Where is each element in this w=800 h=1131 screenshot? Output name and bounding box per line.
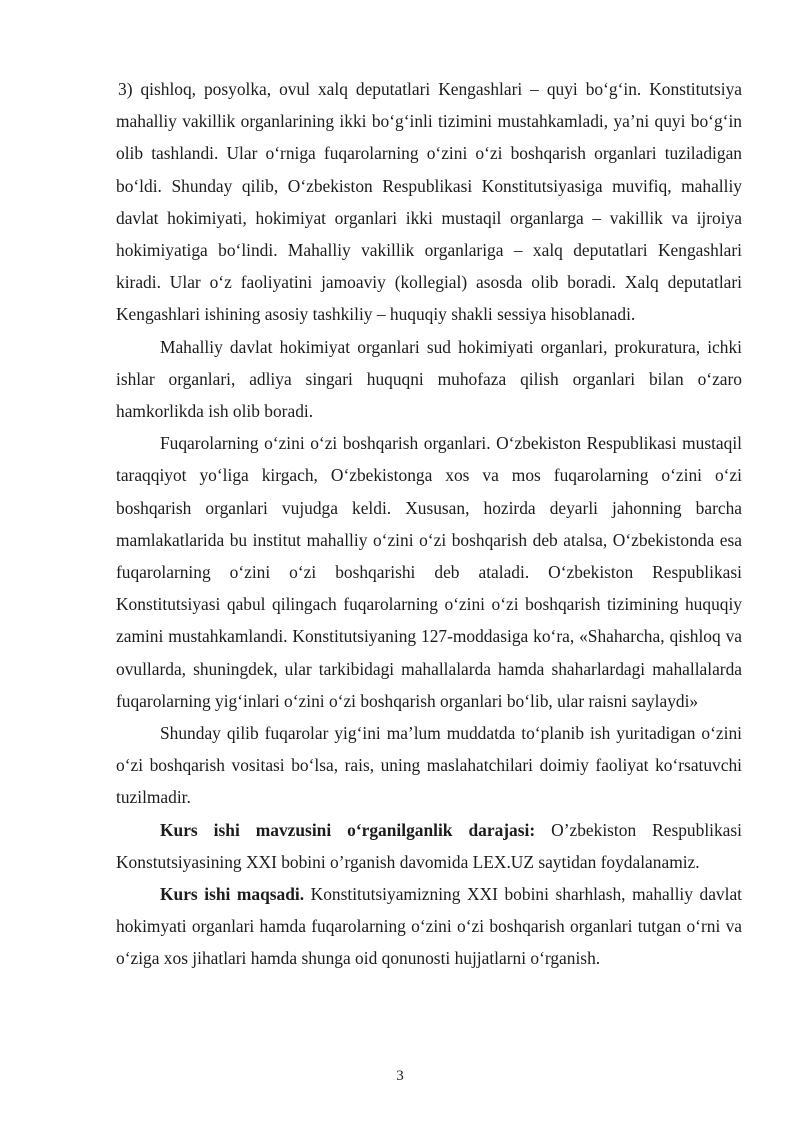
paragraph-organilganlik-text: O’zbekiston Respublikasi Konstutsiyasining XXI bobini o’rganish davomida LEX.UZ saytidan foydalanamiz. (116, 819, 743, 872)
paragraph-quyi-bogin: 3) qishloq, posyolka, ovul xalq deputatlari Kengashlari – quyi bo‘g‘in. Konstitutsiya mahalliy vakillik organlarining ikki bo‘g‘inli tizimini mustahkamladi, ya’ni quyi bo‘g‘in olib tashlandi. Ular o‘rniga fuqarolarning o‘zini o‘zi boshqarish organlari tuziladigan bo‘ldi. Shunday qilib, O‘zbekiston Respublikasi Konstitutsiyasiga muvifiq, mahalliy davlat hokimiyati, hokimiyat organlari ikki mustaqil organlarga – vakillik va ijroiya hokimiyatiga bo‘lindi. Mahalliy vakillik organlariga – xalq deputatlari Kengashlari kiradi. Ular o‘z faoliyatini jamoaviy (kollegial) asosda olib boradi. Xalq deputatlari Kengashlari ishining asosiy tashkiliy – huquqiy shakli sessiya hisoblanadi. (116, 79, 742, 325)
paragraph-fuqarolar-yigini: Shunday qilib fuqarolar yig‘ini ma’lum muddatda to‘planib ish yuritadigan o‘zini o‘zi boshqarish vositasi bo‘lsa, rais, uning maslahatchilari doimiy faoliyat ko‘rsatuvchi tuzilmadir. (116, 723, 742, 808)
bold-heading-maqsad: Kurs ishi maqsadi. (160, 884, 305, 905)
paragraph-maqsad (116, 878, 742, 975)
paragraph-organilganlik-darajasi (116, 814, 742, 878)
paragraph-maqsad-text: Konstitutsiyamizning XXI bobini sharhlash, mahalliy davlat hokimyati organlari hamda fuqarolarning o‘zini o‘zi boshqarish organlari tutgan o‘rni va o‘ziga xos jihatlari hamda shunga oid qonunosti hujjatlarni o‘rganish. (116, 884, 743, 969)
page-number: 3 (396, 1068, 404, 1084)
body-text (116, 73, 742, 975)
paragraph-fuqarolar-organlari: Fuqarolarning o‘zini o‘zi boshqarish organlari. O‘zbekiston Respublikasi mustaqil taraqqiyot yo‘liga kirgach, O‘zbekistonga xos va mos fuqarolarning o‘zini o‘zi boshqarish organlari vujudga keldi. Xususan, hozirda deyarli jahonning barcha mamlakatlarida bu institut mahalliy o‘zini o‘zi boshqarish deb atalsa, O‘zbekistonda esa fuqarolarning o‘zini o‘zi boshqarishi deb ataladi. O‘zbekiston Respublikasi Konstitutsiyasi qabul qilingach fuqarolarning o‘zini o‘zi boshqarish tizimining huquqiy zamini mustahkamlandi. Konstitutsiyaning 127-moddasiga ko‘ra, «Shaharcha, qishloq va ovullarda, shuningdek, ular tarkibidagi mahallalarda hamda shaharlardagi mahallalarda fuqarolarning yig‘inlari o‘zini o‘zi boshqarish organlari bo‘lib, ular raisni saylaydi» (116, 433, 742, 711)
bold-heading-organilganlik: Kurs ishi mavzusini o‘rganilganlik darajasi: (160, 819, 536, 840)
paragraph-hamkorlik: Mahalliy davlat hokimiyat organlari sud hokimiyati organlari, prokuratura, ichki ishlar organlari, adliya singari huquqni muhofaza qilish organlari bilan o‘zaro hamkorlikda ish olib boradi. (116, 336, 742, 422)
